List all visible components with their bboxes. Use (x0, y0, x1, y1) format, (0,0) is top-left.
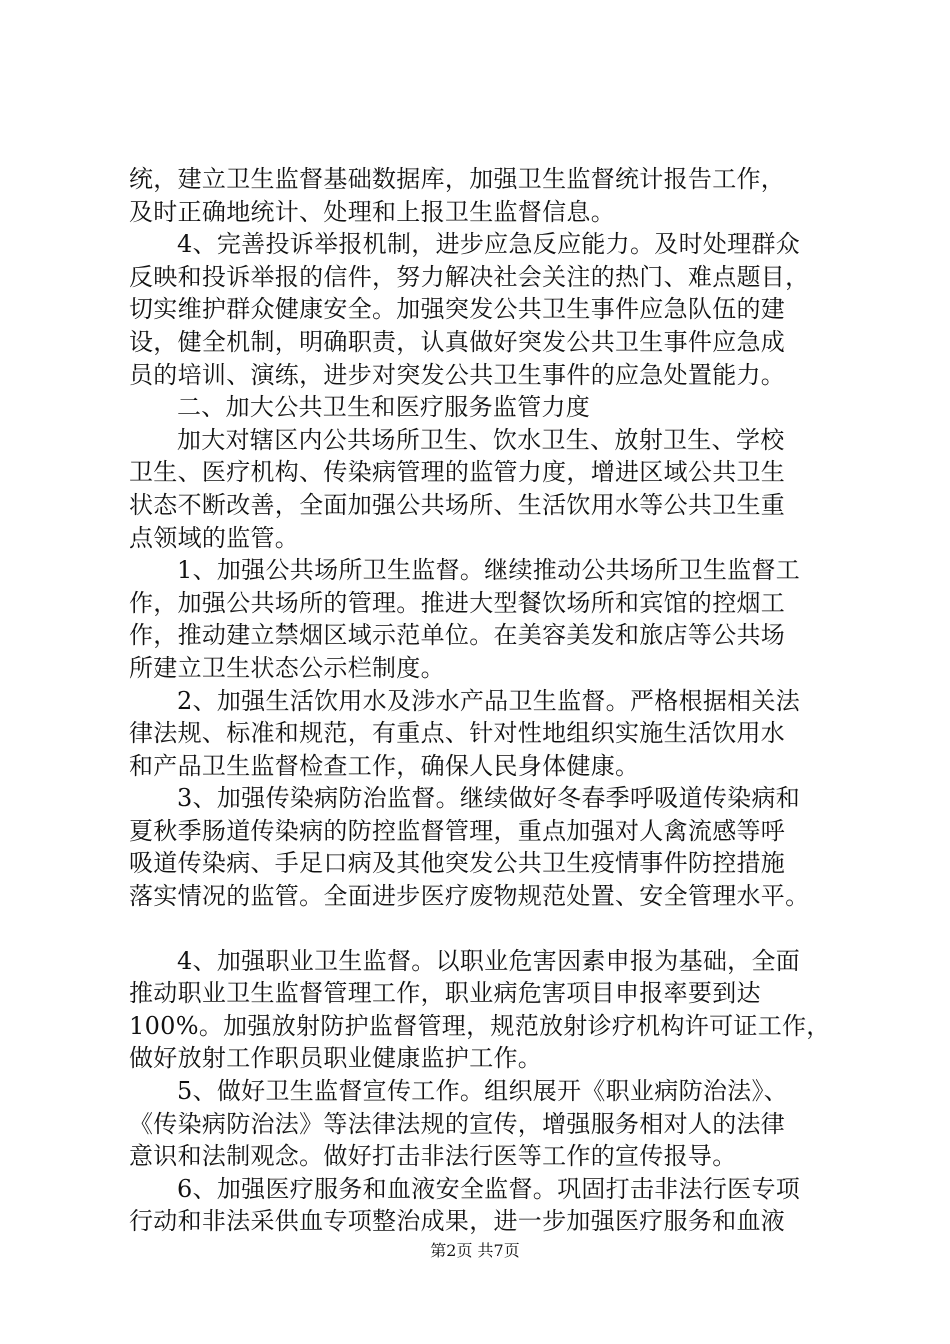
paragraph-start-line: 5、做好卫生监督宣传工作。组织展开《职业病防治法》、 (177, 1077, 789, 1106)
body-line: 行动和非法采供血专项整治成果，进一步加强医疗服务和血液 (129, 1207, 786, 1236)
body-line: 夏秋季肠道传染病的防控监督管理，重点加强对人禽流感等呼 (129, 816, 786, 845)
body-line: 状态不断改善，全面加强公共场所、生活饮用水等公共卫生重 (129, 490, 786, 519)
page-number-footer: 第2页 共7页 (430, 1241, 520, 1260)
paragraph-start-line: 6、加强医疗服务和血液安全监督。巩固打击非法行医专项 (177, 1174, 801, 1203)
document-body (129, 163, 849, 1238)
body-line: 作，加强公共场所的管理。推进大型餐饮场所和宾馆的控烟工 (129, 588, 786, 617)
body-line: 意识和法制观念。做好打击非法行医等工作的宣传报导。 (129, 1142, 737, 1171)
body-line: 统，建立卫生监督基础数据库，加强卫生监督统计报告工作， (129, 165, 786, 193)
body-line: 推动职业卫生监督管理工作，职业病危害项目申报率要到达 (129, 979, 761, 1008)
paragraph-start-line: 2、加强生活饮用水及涉水产品卫生监督。严格根据相关法 (177, 686, 801, 715)
body-line: 卫生、医疗机构、传染病管理的监管力度，增进区域公共卫生 (129, 458, 786, 487)
body-line: 及时正确地统计、处理和上报卫生监督信息。 (129, 197, 615, 226)
paragraph-start-line: 加大对辖区内公共场所卫生、饮水卫生、放射卫生、学校 (177, 425, 785, 454)
section-heading: 二、加大公共卫生和医疗服务监管力度 (177, 393, 591, 422)
paragraph-start-line: 1、加强公共场所卫生监督。继续推动公共场所卫生监督工 (177, 556, 801, 585)
body-line: 落实情况的监管。全面进步医疗废物规范处置、安全管理水平。 (129, 882, 810, 911)
body-line: 所建立卫生状态公示栏制度。 (129, 653, 445, 682)
body-line: 《传染病防治法》等法律法规的宣传，增强服务相对人的法律 (129, 1109, 786, 1138)
paragraph-start-line: 3、加强传染病防治监督。继续做好冬春季呼吸道传染病和 (177, 784, 801, 813)
paragraph-start-line: 4、加强职业卫生监督。以职业危害因素申报为基础，全面 (177, 946, 801, 975)
body-line: 做好放射工作职员职业健康监护工作。 (129, 1044, 543, 1073)
paragraph-gap (129, 913, 849, 945)
body-line: 100%。加强放射防护监督管理，规范放射诊疗机构许可证工作， (129, 1011, 831, 1040)
body-line: 反映和投诉举报的信件，努力解决社会关注的热门、难点题目， (129, 262, 810, 291)
body-line: 律法规、标准和规范，有重点、针对性地组织实施生活饮用水 (129, 719, 786, 748)
body-line: 作，推动建立禁烟区域示范单位。在美容美发和旅店等公共场 (129, 621, 786, 650)
body-line: 和产品卫生监督检查工作，确保人民身体健康。 (129, 751, 640, 780)
body-line: 切实维护群众健康安全。加强突发公共卫生事件应急队伍的建 (129, 295, 786, 324)
body-line: 点领域的监管。 (129, 523, 300, 552)
body-line: 员的培训、演练，进步对突发公共卫生事件的应急处置能力。 (129, 360, 786, 389)
paragraph-start-line: 4、完善投诉举报机制，进步应急反应能力。及时处理群众 (177, 230, 801, 259)
body-line: 设，健全机制，明确职责，认真做好突发公共卫生事件应急成 (129, 327, 786, 356)
body-line: 吸道传染病、手足口病及其他突发公共卫生疫情事件防控措施 (129, 849, 786, 878)
